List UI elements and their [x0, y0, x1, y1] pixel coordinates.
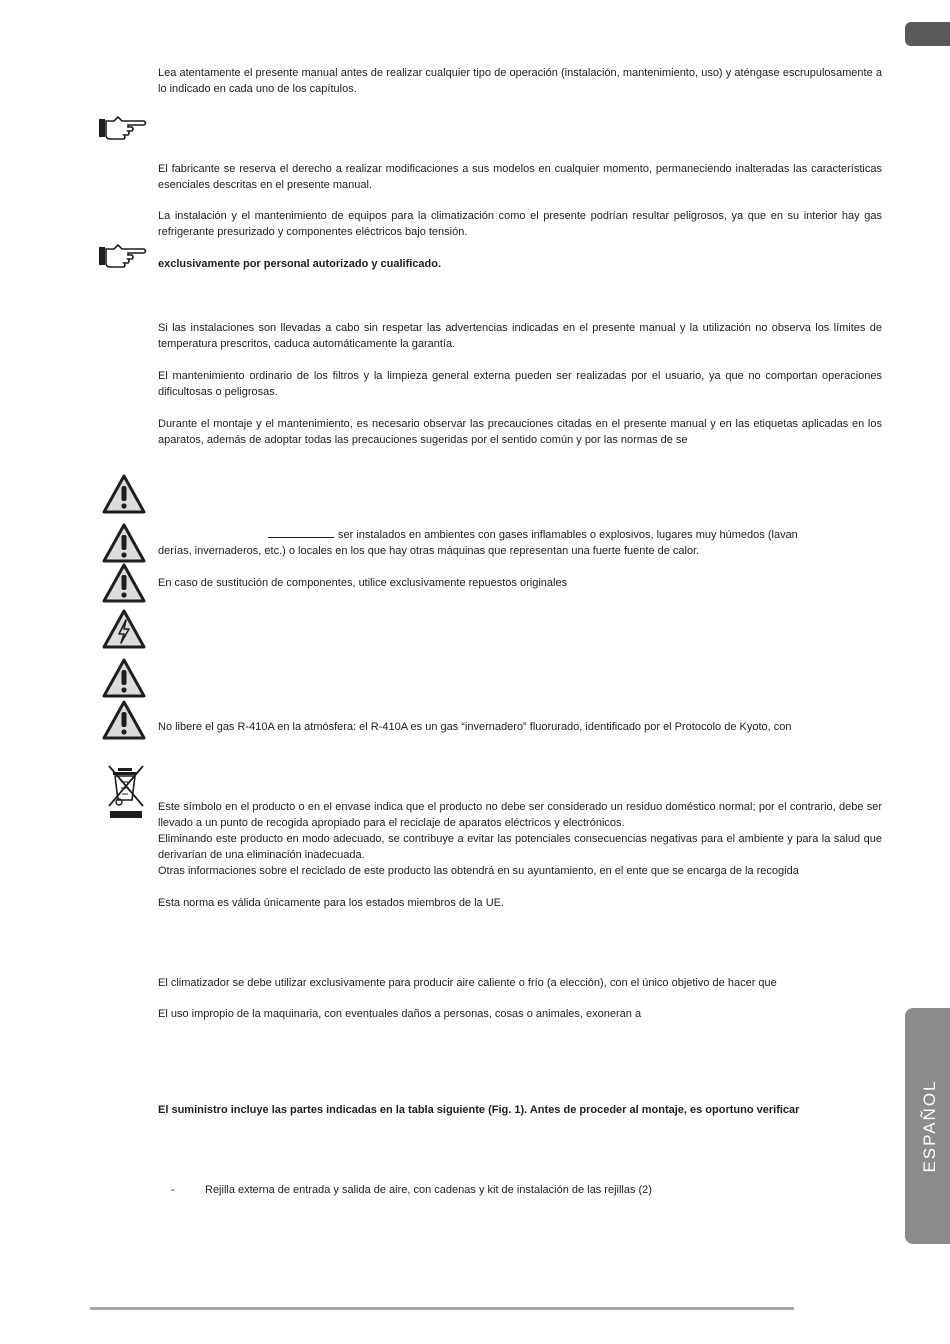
installation-danger-paragraph: La instalación y el mantenimiento de equipos para la climatización como el presente podrían resultar peligrosos, ya que en su interior hay gas refrigerante presurizado y componentes eléctricos bajo tensión. — [158, 210, 882, 238]
intended-use-paragraph: El climatizador se debe utilizar exclusivamente para producir aire caliente o frío (a elección), con el único objetivo de hacer que — [158, 977, 777, 989]
manufacturer-notice: El fabricante se reserva el derecho a realizar modificaciones a sus modelos en cualquier momento, permaneciendo inalteradas las características esenciales descritas en el presente manual. — [158, 163, 882, 191]
list-bullet: - — [171, 1184, 175, 1196]
list-item: Rejilla externa de entrada y salida de aire, con cadenas y kit de instalación de las rejillas (2) — [205, 1184, 652, 1196]
warning-icon — [102, 523, 146, 563]
chapter-tab-top — [905, 22, 950, 46]
language-tab-label: ESPAÑOL — [920, 1079, 939, 1173]
weee-paragraph-2: Eliminando este producto en modo adecuado, se contribuye a evitar las potenciales consecuencias negativas para el ambiente y para la salud que derivarían de una eliminación inadecuada. — [158, 833, 882, 861]
warning-icon — [102, 700, 146, 740]
electrical-hazard-icon — [102, 609, 146, 649]
pointing-hand-icon — [98, 115, 148, 141]
spare-parts-warning: En caso de sustitución de componentes, utilice exclusivamente repuestos originales — [158, 577, 568, 589]
supply-contents-paragraph: El suministro incluye las partes indicadas en la tabla siguiente (Fig. 1). Antes de proceder al montaje, es oportuno verificar — [158, 1104, 800, 1116]
refrigerant-warning: No libere el gas R-410A en la atmósfera: el R-410A es un gas “invernadero” fluorurado, identificado por el Protocolo de Kyoto, con — [158, 721, 792, 733]
precautions-paragraph: Durante el montaje y el mantenimiento, es necesario observar las precauciones citadas en el presente manual y en las etiquetas aplicadas en los aparatos, además de adoptar todas las precauciones sugeridas por el sentido común y por las normas de se — [158, 418, 882, 446]
crossed-bin-icon — [106, 762, 146, 820]
pointing-hand-icon — [98, 243, 148, 269]
maintenance-paragraph: El mantenimiento ordinario de los filtros y la limpieza general externa pueden ser realizadas por el usuario, ya que no comportan operaciones dificultosas o peligrosas. — [158, 370, 882, 398]
intro-paragraph: Lea atentamente el presente manual antes de realizar cualquier tipo de operación (instalación, mantenimiento, uso) y aténgase escrupulosamente a lo indicado en cada uno de los capítulos. — [158, 67, 882, 95]
footer-rule — [90, 1307, 794, 1310]
warranty-paragraph: Si las instalaciones son llevadas a cabo sin respetar las advertencias indicadas en el presente manual y la utilización no observa los límites de temperatura prescritos, caduca automáticamente la garantía. — [158, 322, 882, 350]
eu-norm-paragraph: Esta norma es válida únicamente para los estados miembros de la UE. — [158, 897, 505, 909]
warning-icon — [102, 658, 146, 698]
warning-icon — [102, 474, 146, 514]
weee-paragraph-3: Otras informaciones sobre el reciclado de este producto las obtendrá en su ayuntamiento, en el ente que se encarga de la recogida — [158, 865, 799, 877]
blank-underline — [268, 527, 334, 538]
qualified-personnel-note: exclusivamente por personal autorizado y cualificado. — [158, 258, 442, 270]
weee-paragraph-1: Este símbolo en el producto o en el envase indica que el producto no debe ser considerado un residuo doméstico normal; por el contrario, debe ser llevado a un punto de recogida apropiado para el reciclaje de aparatos eléctricos y electrónicos. — [158, 801, 882, 829]
environment-warning-line2: derías, invernaderos, etc.) o locales en los que hay otras máquinas que representan una fuerte fuente de calor. — [158, 545, 700, 557]
warning-icon — [102, 563, 146, 603]
environment-warning-line1: ser instalados en ambientes con gases inflamables o explosivos, lugares muy húmedos (lavan — [158, 527, 882, 543]
improper-use-paragraph: El uso impropio de la maquinaria, con eventuales daños a personas, cosas o animales, exoneran a — [158, 1008, 642, 1020]
